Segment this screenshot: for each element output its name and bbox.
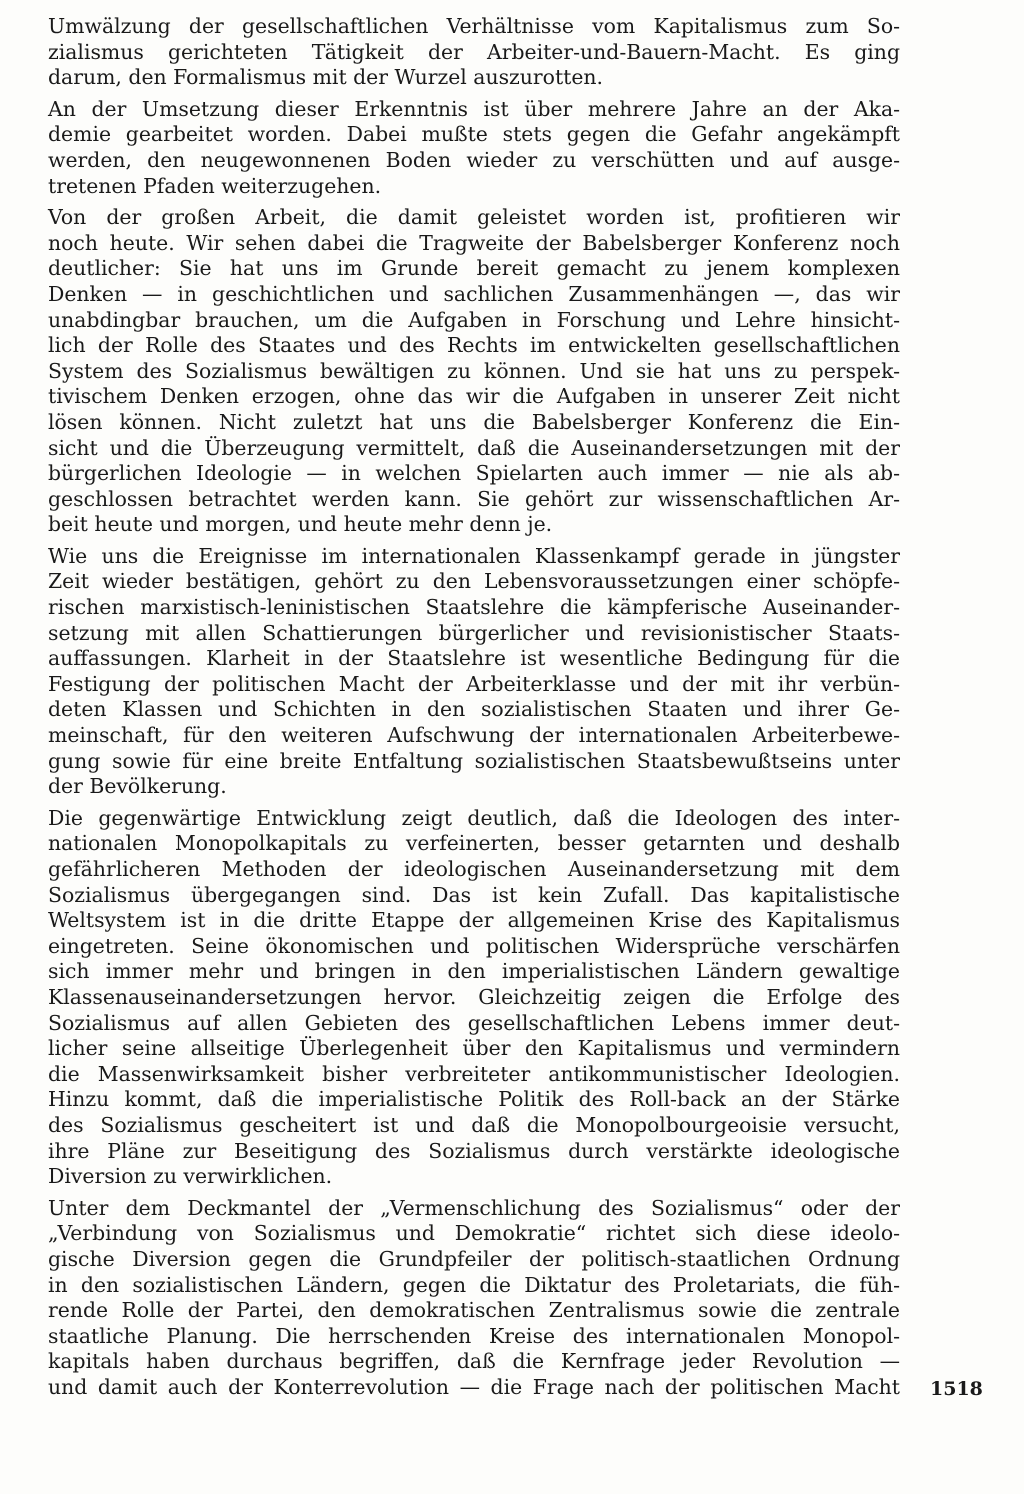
paragraph — [48, 544, 900, 800]
text-line: darum, den Formalismus mit der Wurzel auszurotten. — [48, 65, 604, 90]
text-line: Weltsystem ist in die dritte Etappe der allgemeinen Krise des Kapitalismus — [48, 908, 900, 933]
text-line: und damit auch der Konterrevolution — die Frage nach der politischen Macht — [48, 1374, 900, 1399]
text-line: des Sozialismus gescheitert ist und daß die Monopolbourgeoisie versucht, — [48, 1112, 900, 1137]
text-line: Festigung der politischen Macht der Arbeiterklasse und der mit ihr verbün- — [48, 671, 900, 696]
text-line: sich immer mehr und bringen in den imperialistischen Ländern gewaltige — [48, 959, 900, 984]
text-line: ihre Pläne zur Beseitigung des Sozialismus durch verstärkte ideologische — [48, 1138, 900, 1163]
text-line: Zeit wieder bestätigen, gehört zu den Lebensvoraussetzungen einer schöpfe- — [48, 569, 900, 594]
text-line: deutlicher: Sie hat uns im Grunde bereit gemacht zu jenem komplexen — [48, 256, 900, 281]
paragraph — [48, 806, 900, 1190]
text-line: tivischem Denken erzogen, ohne das wir die Aufgaben in unserer Zeit nicht — [48, 384, 900, 409]
paragraph — [48, 1196, 900, 1401]
text-line: An der Umsetzung dieser Erkenntnis ist über mehrere Jahre an der Aka- — [48, 96, 900, 121]
text-line: rende Rolle der Partei, den demokratischen Zentralismus sowie die zentrale — [48, 1298, 900, 1323]
text-line: lösen können. Nicht zuletzt hat uns die Babelsberger Konferenz die Ein- — [48, 409, 900, 434]
text-line: Von der großen Arbeit, die damit geleistet worden ist, profitieren wir — [48, 205, 900, 230]
text-line: die Massenwirksamkeit bisher verbreiteter antikommunistischer Ideologien. — [48, 1061, 900, 1086]
text-line: Sozialismus übergegangen sind. Das ist kein Zufall. Das kapitalistische — [48, 882, 900, 907]
text-line: Klassenauseinandersetzungen hervor. Gleichzeitig zeigen die Erfolge des — [48, 984, 900, 1009]
text-line: unabdingbar brauchen, um die Aufgaben in Forschung und Lehre hinsicht- — [48, 307, 900, 332]
text-line: Denken — in geschichtlichen und sachlichen Zusammenhängen —, das wir — [48, 281, 900, 306]
text-line: setzung mit allen Schattierungen bürgerlicher und revisionistischer Staats- — [48, 620, 900, 645]
text-line: Unter dem Deckmantel der „Vermenschlichung des Sozialismus“ oder der — [48, 1195, 900, 1220]
text-line: Hinzu kommt, daß die imperialistische Politik des Roll-back an der Stärke — [48, 1087, 900, 1112]
page-number: 1518 — [930, 1378, 983, 1400]
text-line: gefährlicheren Methoden der ideologischen Auseinandersetzung mit dem — [48, 857, 900, 881]
body-text — [48, 14, 900, 1406]
text-line: gung sowie für eine breite Entfaltung sozialistischen Staatsbewußtseins unter — [48, 748, 900, 773]
text-line: in den sozialistischen Ländern, gegen die Diktatur des Proletariats, die füh- — [48, 1272, 900, 1297]
text-line: demie gearbeitet worden. Dabei mußte stets gegen die Gefahr angekämpft — [48, 122, 900, 147]
text-line: Die gegenwärtige Entwicklung zeigt deutlich, daß die Ideologen des inter- — [48, 805, 900, 830]
text-line: werden, den neugewonnenen Boden wieder zu verschütten und auf ausge- — [48, 147, 900, 172]
text-line: bürgerlichen Ideologie — in welchen Spielarten auch immer — nie als ab- — [48, 461, 900, 486]
text-line: sicht und die Überzeugung vermittelt, daß die Auseinandersetzungen mit der — [48, 435, 900, 460]
text-line: tretenen Pfaden weiterzugehen. — [48, 173, 382, 198]
text-line: deten Klassen und Schichten in den sozialistischen Staaten und ihrer Ge- — [48, 697, 900, 722]
paragraph — [48, 14, 900, 91]
text-line: licher seine allseitige Überlegenheit über den Kapitalismus und vermindern — [48, 1036, 900, 1061]
text-line: nationalen Monopolkapitals zu verfeinerten, besser getarnten und deshalb — [48, 831, 900, 856]
text-line: „Verbindung von Sozialismus und Demokratie“ richtet sich diese ideolo- — [48, 1221, 900, 1246]
text-line: zialismus gerichteten Tätigkeit der Arbeiter-und-Bauern-Macht. Es ging — [48, 39, 900, 64]
text-line: auffassungen. Klarheit in der Staatslehre ist wesentliche Bedingung für die — [48, 646, 900, 671]
text-line: Diversion zu verwirklichen. — [48, 1164, 333, 1189]
text-line: geschlossen betrachtet werden kann. Sie gehört zur wissenschaftlichen Ar- — [48, 486, 900, 511]
text-line: Sozialismus auf allen Gebieten des gesellschaftlichen Lebens immer deut- — [48, 1010, 900, 1035]
paragraph — [48, 205, 900, 538]
text-line: der Bevölkerung. — [48, 774, 227, 799]
paragraph — [48, 97, 900, 199]
text-line: lich der Rolle des Staates und des Rechts im entwickelten gesellschaftlichen — [48, 333, 900, 358]
text-line: staatliche Planung. Die herrschenden Kreise des internationalen Monopol- — [48, 1323, 900, 1348]
text-line: eingetreten. Seine ökonomischen und politischen Widersprüche verschärfen — [48, 933, 900, 958]
text-line: Wie uns die Ereignisse im internationalen Klassenkampf gerade in jüngster — [48, 543, 900, 568]
text-line: meinschaft, für den weiteren Aufschwung der internationalen Arbeiterbewe- — [48, 723, 900, 748]
text-line: kapitals haben durchaus begriffen, daß die Kernfrage jeder Revolution — — [48, 1349, 900, 1374]
text-line: beit heute und morgen, und heute mehr denn je. — [48, 512, 553, 537]
text-line: System des Sozialismus bewältigen zu können. Und sie hat uns zu perspek- — [48, 358, 900, 383]
text-line: gische Diversion gegen die Grundpfeiler der politisch-staatlichen Ordnung — [48, 1246, 900, 1271]
text-line: rischen marxistisch-leninistischen Staatslehre die kämpferische Auseinander- — [48, 595, 900, 620]
text-line: noch heute. Wir sehen dabei die Tragweite der Babelsberger Konferenz noch — [48, 230, 900, 255]
text-line: Umwälzung der gesellschaftlichen Verhältnisse vom Kapitalismus zum So- — [48, 14, 900, 38]
